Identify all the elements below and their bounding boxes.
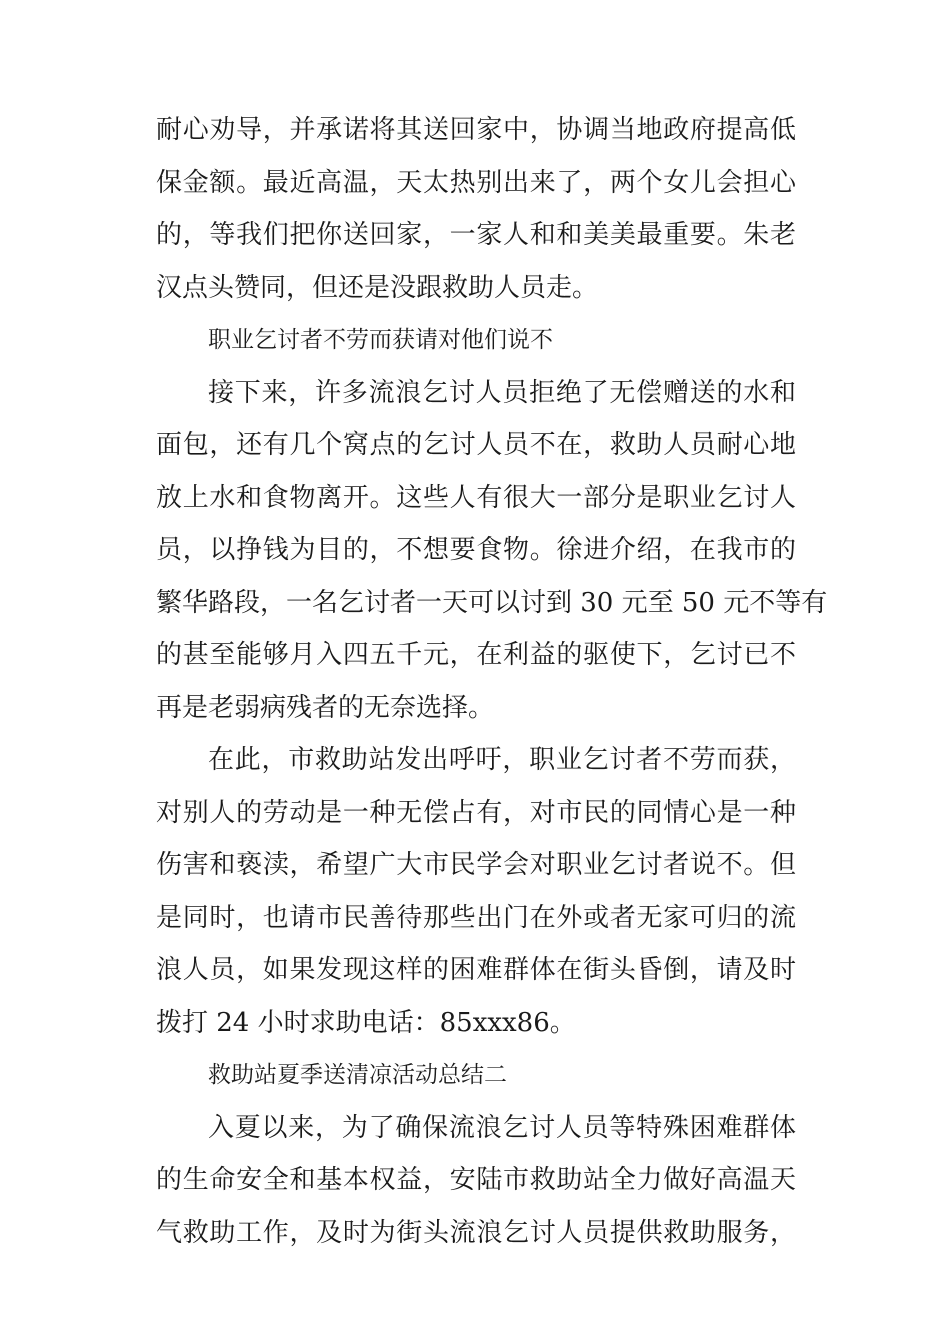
paragraph	[156, 367, 828, 735]
text-line: 保金额。最近高温，天太热别出来了，两个女儿会担心	[156, 167, 796, 198]
text-line: 的，等我们把你送回家，一家人和和美美最重要。朱老	[156, 220, 796, 250]
text-line: 在此，市救助站发出呼吁，职业乞讨者不劳而获，	[208, 745, 796, 775]
text-line: 接下来，许多流浪乞讨人员拒绝了无偿赠送的水和	[208, 377, 796, 408]
section-heading: 救助站夏季送清凉活动总结二	[208, 1062, 507, 1088]
paragraph	[156, 734, 796, 1049]
text-line: 对别人的劳动是一种无偿占有，对市民的同情心是一种	[156, 797, 796, 828]
text-line: 是同时，也请市民善待那些出门在外或者无家可归的流	[156, 902, 796, 933]
text-line: 入夏以来，为了确保流浪乞讨人员等特殊困难群体	[208, 1112, 796, 1143]
text-line: 耐心劝导，并承诺将其送回家中，协调当地政府提高低	[156, 115, 796, 145]
text-line: 再是老弱病残者的无奈选择。	[156, 692, 495, 723]
paragraph	[156, 1102, 796, 1260]
text-line: 拨打 24 小时求助电话：85xxx86。	[156, 1007, 576, 1038]
text-line: 的甚至能够月入四五千元，在利益的驱使下，乞讨已不	[156, 640, 796, 670]
text-line: 放上水和食物离开。这些人有很大一部分是职业乞讨人	[156, 482, 796, 513]
text-line: 繁华路段，一名乞讨者一天可以讨到 30 元至 50 元不等有	[156, 587, 828, 618]
paragraph	[156, 104, 796, 314]
text-line: 面包，还有几个窝点的乞讨人员不在，救助人员耐心地	[156, 430, 796, 460]
text-line: 气救助工作，及时为街头流浪乞讨人员提供救助服务，	[156, 1217, 796, 1248]
section-heading: 职业乞讨者不劳而获请对他们说不	[208, 327, 553, 353]
text-line: 浪人员，如果发现这样的困难群体在街头昏倒，请及时	[156, 955, 796, 985]
document-page	[156, 104, 828, 1259]
text-line: 伤害和亵渎，希望广大市民学会对职业乞讨者说不。但	[156, 850, 796, 880]
text-line: 汉点头赞同，但还是没跟救助人员走。	[156, 272, 599, 303]
text-line: 的生命安全和基本权益，安陆市救助站全力做好高温天	[156, 1165, 796, 1195]
text-line: 员，以挣钱为目的，不想要食物。徐进介绍，在我市的	[156, 535, 796, 565]
